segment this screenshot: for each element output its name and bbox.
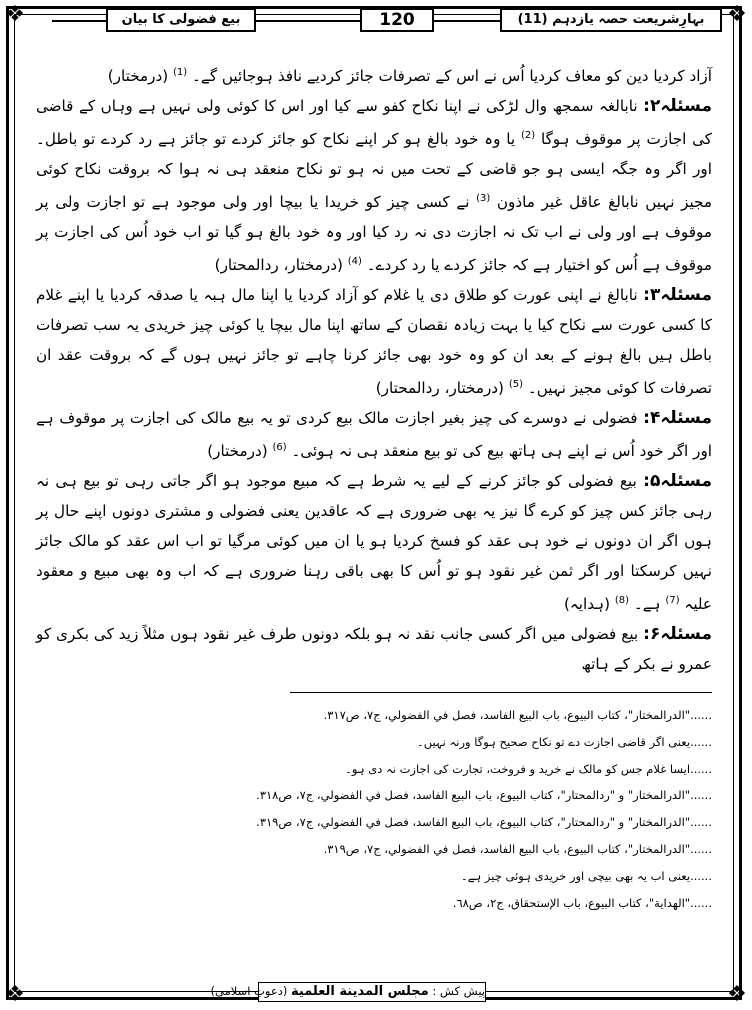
footnote: ......"الهداية"، كتاب البيوع، باب الإستحقاق، ج٢، ص٦٨. bbox=[452, 895, 712, 910]
reference: (ہدایہ) bbox=[563, 595, 611, 614]
footnote-marker: (7) bbox=[665, 595, 680, 607]
paragraph-text: فضولی نے دوسرے کی چیز بغیر اجازت مالک بیع کردی تو یہ بیع مالک کی اجازت پر موقوف ہے اور اگر خود اُس نے اپنے ہی ہاتھ بیع کی تو بیع منعقد ہی نہ ہوئی۔ bbox=[36, 409, 712, 461]
paragraph-text: نابالغہ سمجھ وال لڑکی نے اپنا نکاح کفو سے کیا اور اس کا کوئی ولی نہیں ہے وہاں کے قاضی کی اجازت پر موقوف ہوگا bbox=[36, 97, 713, 149]
masala-label: مسئلہ۴: bbox=[643, 408, 713, 429]
header-divider bbox=[434, 20, 506, 22]
reference: (درمختار) bbox=[207, 442, 268, 461]
footnote: ......یعنی اب یہ بھی بیچی اور خریدی ہوئی چیز ہے۔ bbox=[461, 868, 712, 883]
corner-ornament-icon: ❖ bbox=[5, 982, 25, 1007]
footnote-marker: (2) bbox=[520, 130, 536, 142]
corner-ornament-icon: ❖ bbox=[727, 2, 747, 27]
paragraph bbox=[36, 619, 712, 679]
footnote: ......"الدرالمختار" و "ردالمحتار"، كتاب البيوع، باب البيع الفاسد، فصل في الفضولي، ج٧، ص٣١٩. bbox=[256, 815, 712, 830]
footer-suffix: (دعوتِ اسلامی) bbox=[210, 984, 288, 998]
footnote-marker: (3) bbox=[476, 193, 491, 205]
reference: (درمختار، ردالمحتار) bbox=[214, 256, 343, 275]
page-header bbox=[22, 4, 728, 34]
paragraph bbox=[36, 466, 712, 619]
footnote-marker: (5) bbox=[508, 379, 523, 391]
paragraph-text: ہے۔ bbox=[633, 595, 661, 614]
footnote-text: "الدرالمختار" و "ردالمحتار"، كتاب البيوع، باب البيع الفاسد، فصل في الفضولي، ج٧، ص٣١٩. bbox=[256, 815, 691, 830]
corner-ornament-icon: ❖ bbox=[5, 2, 25, 27]
footnote-marker: (4) bbox=[347, 256, 362, 268]
footnote-text: "الدرالمختار"، كتاب البيوع، باب البيع الفاسد، فصل في الفضولي، ج٧، ص٣١٧. bbox=[323, 708, 691, 722]
footnote-text: "الدرالمختار"، كتاب البيوع، باب البيع الفاسد، فصل في الفضولي، ج٧، ص٣١٩. bbox=[323, 841, 691, 856]
paragraph-text: نابالغ نے اپنی عورت کو طلاق دی یا غلام کو آزاد کردیا یا اپنا مال ہبہ یا صدقہ کردیا یا اپنے غلام کا کسی عورت سے نکاح کیا یا بہت زیادہ نقصان کے ساتھ اپنا مال بیچا یا کوئی چیز خریدی یہ سب تصرفات باطل ہیں بالغ ہونے کے بعد ان کو وہ خود بھی جائز کرنا چاہے تو جائز نہیں ہوں گے کہ بروقت عقد ان تصرفات کا کوئی مجیز نہیں۔ bbox=[36, 286, 712, 398]
footnote-text: یعنی اب یہ بھی بیچی اور خریدی ہوئی چیز ہے۔ bbox=[461, 868, 691, 883]
paragraph-text: بیع فضولی میں اگر کسی جانب نقد نہ ہو بلکہ دونوں طرف غیر نقود ہوں مثلاً زید کی بکری کو عمرو نے بکر کے ہاتھ bbox=[36, 625, 712, 674]
footnote-text: "الدرالمختار" و "ردالمحتار"، كتاب البيوع، باب البيع الفاسد، فصل في الفضولي، ج٧، ص٣١٨. bbox=[256, 788, 691, 803]
footnote: ......"الدرالمختار"، كتاب البيوع، باب البيع الفاسد، فصل في الفضولي، ج٧، ص٣١٩. bbox=[323, 841, 712, 856]
corner-ornament-icon: ❖ bbox=[727, 982, 747, 1007]
reference: (درمختار) bbox=[107, 67, 169, 86]
paragraph-text: آزاد کردیا دین کو معاف کردیا اُس نے اس کے تصرفات جائز کردیے نافذ ہوجائیں گے۔ bbox=[192, 67, 712, 86]
chapter-title: بیع فضولی کا بیان bbox=[106, 8, 256, 32]
footnote: ......"الدرالمختار" و "ردالمحتار"، كتاب البيوع، باب البيع الفاسد، فصل في الفضولي، ج٧، ص٣١٨. bbox=[256, 788, 712, 803]
footnote-text: یعنی اگر قاضی اجازت دے تو نکاح صحیح ہوگا ورنہ نہیں۔ bbox=[416, 734, 691, 749]
publisher-name: مجلس المدينة العلمية bbox=[291, 984, 429, 999]
publisher-footer bbox=[210, 982, 486, 1002]
paragraph-text: یا وہ خود بالغ ہو کر اپنے نکاح کو جائز کردے تو جائز ہے رد کردے تو باطل۔ اور اگر وہ جگہ ایسی ہو جو قاضی کے تحت میں نہ ہو تو نکاح منعقد ہی نہ ہوا کہ بروقت نکاح کوئی مجیز نہیں نابالغ عاقل غیر ماذون bbox=[36, 130, 712, 212]
masala-label: مسئلہ۳: bbox=[643, 285, 712, 306]
footnote: ......یعنی اگر قاضی اجازت دے تو نکاح صحیح ہوگا ورنہ نہیں۔ bbox=[416, 734, 712, 749]
page-number: 120 bbox=[360, 8, 434, 32]
footnote-marker: (8) bbox=[614, 595, 630, 607]
book-title: بہارِشریعت حصہ یازدہم (11) bbox=[500, 8, 722, 32]
footnote-marker: (1) bbox=[173, 67, 188, 78]
paragraph bbox=[36, 58, 712, 91]
reference: (درمختار، ردالمحتار) bbox=[375, 379, 504, 398]
header-divider bbox=[256, 20, 360, 22]
header-divider bbox=[52, 20, 106, 22]
footnote-divider bbox=[290, 692, 712, 693]
paragraph bbox=[36, 403, 712, 466]
footnote-marker: (6) bbox=[272, 442, 287, 454]
footnotes bbox=[230, 702, 712, 916]
paragraph bbox=[36, 91, 712, 280]
footnote: ......ایسا غلام جس کو مالک نے خرید و فروخت، تجارت کی اجازت نہ دی ہو۔ bbox=[345, 761, 712, 776]
masala-label: مسئلہ۵: bbox=[643, 471, 712, 492]
paragraph-text: بیع فضولی کو جائز کرنے کے لیے یہ شرط ہے کہ مبیع موجود ہو اگر جاتی رہی تو بیع ہی نہ رہی جائز کس چیز کو کرے گا نیز یہ بھی ضروری ہے کہ عاقدین یعنی فضولی و مشتری دونوں اپنے حال پر ہوں اگر ان دونوں نے خود ہی عقد کو فسخ کردیا ہو یا ان میں کوئی مرگیا تو اب اس عقد کو مالک جائز نہیں کرسکتا اور اگر ثمن غیر نقود ہو تو اُس کا بھی باقی رہنا ضروری ہے کہ اب وہ بھی مبیع و معقود علیہ bbox=[36, 472, 712, 614]
footnote-text: "الهداية"، كتاب البيوع، باب الإستحقاق، ج٢، ص٦٨. bbox=[452, 895, 691, 910]
masala-label: مسئلہ۲: bbox=[643, 96, 713, 117]
paragraph bbox=[36, 280, 712, 403]
footnote-text: ایسا غلام جس کو مالک نے خرید و فروخت، تجارت کی اجازت نہ دی ہو۔ bbox=[345, 761, 691, 776]
footer-prefix: پیش کش : bbox=[432, 984, 485, 998]
masala-label: مسئلہ۶: bbox=[643, 624, 712, 645]
paragraph-text: نے کسی چیز کو خریدا یا بیچا اور ولی موجود ہے تو اجازت ولی پر موقوف ہے اور ولی نے اب تک نہ اجازت دی نہ رد کیا اور وہ خود بالغ ہو گیا تو اب خود اُس کی اجازت پر موقوف ہے اُس کو اختیار ہے کہ جائز کردے یا رد کردے۔ bbox=[36, 193, 712, 275]
main-text bbox=[36, 58, 712, 679]
footnote: ......"الدرالمختار"، كتاب البيوع، باب البيع الفاسد، فصل في الفضولي، ج٧، ص٣١٧. bbox=[323, 708, 712, 722]
